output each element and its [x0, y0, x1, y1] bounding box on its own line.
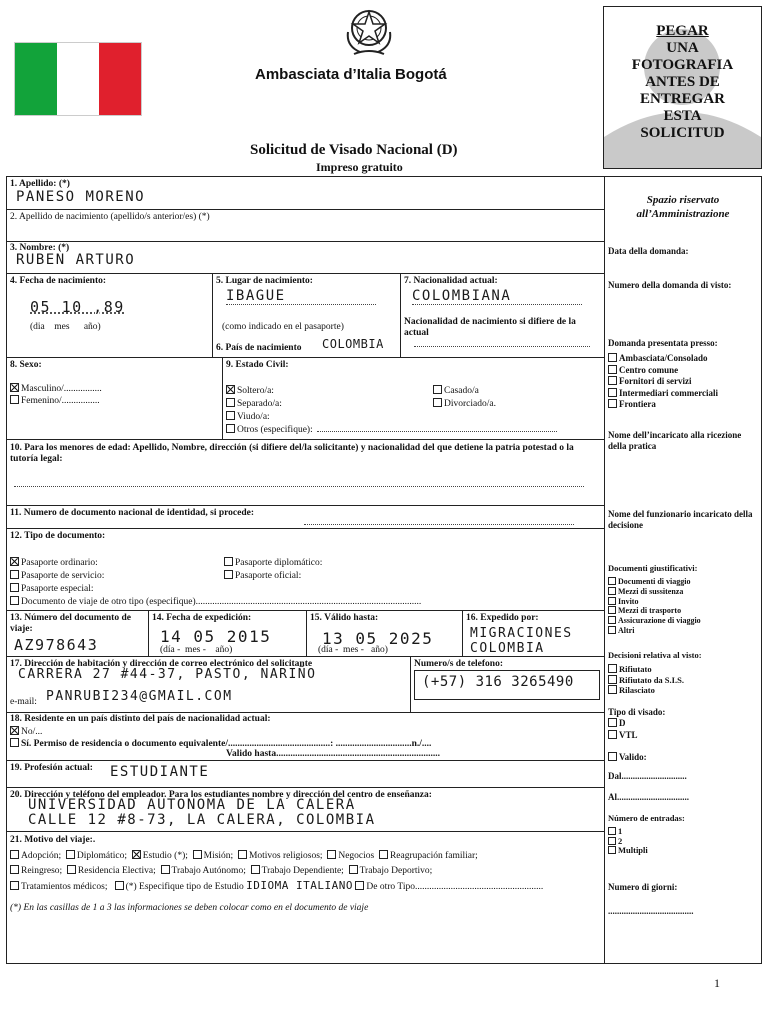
special-passport-checkbox[interactable]	[10, 583, 19, 592]
ordinary-passport-checkbox[interactable]	[10, 557, 19, 566]
purpose-adoption[interactable]: Adopción;	[10, 851, 61, 861]
profession-label: 19. Profesión actual:	[10, 763, 93, 773]
birth-place-value[interactable]: IBAGUE	[226, 288, 376, 305]
decision-issued[interactable]: Rilasciato	[608, 685, 684, 696]
valid-until-value[interactable]: 13 05 2025	[322, 629, 434, 648]
photo-note-2: UNA	[666, 40, 699, 56]
purpose-study-type[interactable]: (*) Especifique tipo de Estudio	[115, 882, 244, 892]
purpose-diplomatic[interactable]: Diplomático;	[66, 851, 127, 861]
purpose-business[interactable]: Negocios	[327, 851, 374, 861]
photo-note-3: FOTOGRAFIA	[631, 57, 734, 73]
birth-place-hint: (como indicado en el pasaporte)	[222, 322, 344, 332]
diplomatic-checkbox[interactable]	[66, 850, 75, 859]
male-checkbox[interactable]	[10, 383, 19, 392]
minors-label: 10. Para los menores de edad: Apellido, Nombre, dirección (si difiere del/la solicitante) y nacionalidad del que detiene la patria potestad o la tutoría legal:	[10, 443, 574, 464]
italian-emblem-icon	[340, 2, 398, 58]
photo-note-5: ENTREGAR	[639, 91, 725, 107]
issued-by-label: 16. Expedido por:	[466, 613, 539, 623]
diplomatic-passport-checkbox[interactable]	[224, 557, 233, 566]
elective-checkbox[interactable]	[67, 865, 76, 874]
birth-date-label: 4. Fecha de nacimiento:	[10, 276, 107, 286]
email-label: e-mail:	[10, 697, 37, 707]
submitted-at-label: Domanda presentata presso:	[608, 338, 718, 348]
issue-date-label: 14. Fecha de expedición:	[152, 613, 252, 623]
sport-checkbox[interactable]	[349, 865, 358, 874]
doc-transport[interactable]: Mezzi di trasporto	[608, 606, 701, 616]
valid-until-hint: (día - mes - año)	[318, 645, 388, 655]
valid-to: Al................................	[608, 792, 689, 802]
doc-other[interactable]: Altri	[608, 626, 701, 636]
visa-type-vtl[interactable]: VTL	[608, 730, 638, 742]
purpose-row-3	[10, 880, 543, 893]
phone-label: Numero/s de telefono:	[414, 659, 504, 669]
document-type-label: 12. Tipo de documento:	[10, 531, 106, 541]
doc-insurance[interactable]: Assicurazione di viaggio	[608, 616, 701, 626]
residence-no-option[interactable]: No/...	[10, 726, 42, 738]
address-label: 17. Dirección de habitación y dirección de correo electrónico del solicitante	[10, 659, 313, 669]
purpose-reentry[interactable]: Reingreso;	[10, 866, 62, 876]
civil-divorced-option[interactable]: Divorciado/a.	[433, 398, 496, 410]
birth-date-value[interactable]: 05 10 ,89	[30, 298, 125, 316]
purpose-elective[interactable]: Residencia Electiva;	[67, 866, 156, 876]
doc-service-option[interactable]: Pasaporte de servicio:	[10, 570, 104, 582]
residence-yes-checkbox[interactable]	[10, 738, 19, 747]
visa-type-options	[608, 718, 638, 741]
photo-note-6: ESTA	[663, 108, 702, 124]
visa-type-d[interactable]: D	[608, 718, 638, 730]
study-checkbox[interactable]	[132, 850, 141, 859]
issue-date-value[interactable]: 14 05 2015	[160, 627, 272, 646]
residence-valid-until: Valido hasta.....................................................................	[226, 749, 440, 759]
study-type-checkbox[interactable]	[115, 881, 124, 890]
option-intermediaries[interactable]: Intermediari commerciali	[608, 388, 718, 400]
decision-refused-sis[interactable]: Rifiutato da S.I.S.	[608, 675, 684, 686]
entries-2[interactable]: 2	[608, 837, 648, 847]
purpose-study[interactable]: Estudio (*);	[132, 851, 188, 861]
selfemployed-checkbox[interactable]	[161, 865, 170, 874]
days-label: Numero di giorni:	[608, 882, 678, 892]
purpose-row-1	[10, 850, 478, 862]
widowed-checkbox[interactable]	[226, 411, 235, 420]
sex-female-option[interactable]: Femenino/................	[10, 395, 100, 407]
italian-flag	[14, 42, 142, 116]
travel-doc-number-label: 13. Número del documento de viaje:	[10, 613, 131, 634]
id-number-line[interactable]	[304, 518, 574, 525]
religious-checkbox[interactable]	[238, 850, 247, 859]
entries-label: Número de entradas:	[608, 813, 685, 823]
form-subtitle: Impreso gratuito	[316, 160, 403, 174]
residence-no-checkbox[interactable]	[10, 726, 19, 735]
purpose-sport[interactable]: Trabajo Deportivo;	[349, 866, 433, 876]
sex-male-option[interactable]: Masculino/................	[10, 383, 102, 395]
civil-widowed-option[interactable]: Viudo/a:	[226, 411, 270, 423]
employer-line-1[interactable]: UNIVERSIDAD AUTONOMA DE LA CALERA	[28, 797, 356, 813]
study-type-value[interactable]: IDIOMA ITALIANO	[246, 879, 354, 892]
nationality-label: 7. Nacionalidad actual:	[404, 276, 498, 286]
civil-other-option[interactable]: Otros (especifique):	[226, 424, 557, 436]
id-number-label: 11. Numero de documento nacional de identidad, si procede:	[10, 508, 255, 518]
nationality-value[interactable]: COLOMBIANA	[412, 288, 582, 305]
birth-place-label: 5. Lugar de nacimiento:	[216, 276, 313, 286]
employer-line-2[interactable]: CALLE 12 #8-73, LA CALERA, COLOMBIA	[28, 812, 376, 828]
valid-until-label: 15. Válido hasta:	[310, 613, 379, 623]
profession-value[interactable]: ESTUDIANTE	[110, 764, 210, 780]
name-value[interactable]: RUBEN ARTURO	[16, 252, 136, 268]
official-passport-checkbox[interactable]	[224, 570, 233, 579]
employer-label: 20. Dirección y teléfono del empleador. Para los estudiantes nombre y dirección del centro de enseñanza:	[10, 790, 432, 800]
female-checkbox[interactable]	[10, 395, 19, 404]
form-title: Solicitud de Visado Nacional (D)	[250, 142, 458, 158]
doc-other-option[interactable]: Documento de viaje de otro tipo (especifique)...............................................................................................	[10, 596, 421, 608]
civil-status-label: 9. Estado Civil:	[226, 360, 289, 370]
residence-yes-option[interactable]: Sí. Permiso de residencia o documento equivalente/...........................................: ................................n./....	[10, 738, 431, 750]
days-line: ......................................	[608, 906, 694, 916]
purpose-religious[interactable]: Motivos religiosos;	[238, 851, 323, 861]
supporting-docs-options	[608, 577, 701, 636]
surname-label: 1. Apellido: (*)	[10, 179, 70, 189]
entries-multiple[interactable]: Multipli	[608, 846, 648, 856]
email-value[interactable]: PANRUBI234@GMAIL.COM	[46, 689, 233, 704]
application-number-label: Numero della domanda di visto:	[608, 280, 732, 290]
doc-special-option[interactable]: Pasaporte especial:	[10, 583, 94, 595]
visa-decision-options	[608, 664, 684, 696]
purpose-employed[interactable]: Trabajo Dependiente;	[251, 866, 344, 876]
receiver-name-label: Nome dell’incaricato alla ricezione della pratica	[608, 430, 742, 451]
photo-box	[603, 6, 762, 169]
business-checkbox[interactable]	[327, 850, 336, 859]
civil-single-option[interactable]: Soltero/a:	[226, 385, 274, 397]
reentry-checkbox[interactable]	[10, 865, 19, 874]
residence-label: 18. Residente en un país distinto del país de nacionalidad actual:	[10, 714, 271, 724]
service-passport-checkbox[interactable]	[10, 570, 19, 579]
other-document-checkbox[interactable]	[10, 596, 19, 605]
submitted-at-options	[608, 353, 718, 411]
doc-ordinary-option[interactable]: Pasaporte ordinario:	[10, 557, 98, 569]
sex-label: 8. Sexo:	[10, 360, 42, 370]
travel-doc-number-value[interactable]: AZ978643	[14, 636, 99, 654]
decision-refused[interactable]: Rifiutato	[608, 664, 684, 675]
purpose-family[interactable]: Reagrupación familiar;	[379, 851, 478, 861]
issue-date-hint: (día - mes - año)	[160, 645, 233, 655]
purpose-selfemployed[interactable]: Trabajo Autónomo;	[161, 866, 246, 876]
birth-date-hint: (dia mes año)	[30, 322, 101, 332]
footnote: (*) En las casillas de 1 a 3 las informaciones se deben colocar como en el documento de viaje	[10, 903, 369, 913]
doc-invitation[interactable]: Invito	[608, 597, 701, 607]
family-checkbox[interactable]	[379, 850, 388, 859]
civil-separated-option[interactable]: Separado/a:	[226, 398, 282, 410]
admin-sidebar-title: Spazio riservato all’Amministrazione	[636, 194, 730, 220]
birth-nationality-line[interactable]	[414, 340, 590, 347]
valid-option[interactable]: Valido:	[608, 752, 647, 763]
doc-diplomatic-option[interactable]: Pasaporte diplomático:	[224, 557, 322, 569]
other-status-checkbox[interactable]	[226, 424, 235, 433]
page-number: 1	[714, 976, 720, 990]
employed-checkbox[interactable]	[251, 865, 260, 874]
photo-note-4: ANTES DE	[645, 74, 720, 90]
minors-line[interactable]	[14, 480, 584, 487]
travel-purpose-label: 21. Motivo del viaje:.	[10, 835, 96, 845]
application-date-label: Data della domanda:	[608, 246, 689, 256]
divorced-checkbox[interactable]	[433, 398, 442, 407]
visa-type-label: Tipo di visado:	[608, 707, 666, 717]
surname-value[interactable]: PANESO MORENO	[16, 189, 146, 205]
valid-from: Dal.............................	[608, 771, 687, 781]
civil-married-option[interactable]: Casado/a	[433, 385, 479, 397]
purpose-medical[interactable]: Tratamientos médicos;	[10, 882, 107, 892]
doc-travel[interactable]: Documenti di viaggio	[608, 577, 701, 587]
embassy-name: Ambasciata d’Italia Bogotá	[255, 66, 447, 83]
birth-nationality-label: Nacionalidad de nacimiento si difiere de la actual	[404, 317, 576, 338]
option-common-center[interactable]: Centro comune	[608, 365, 718, 377]
photo-note-1: PEGAR	[656, 23, 709, 39]
doc-means[interactable]: Mezzi di sussitenza	[608, 587, 701, 597]
doc-official-option[interactable]: Pasaporte oficial:	[224, 570, 301, 582]
option-service-providers[interactable]: Fornitori di servizi	[608, 376, 718, 388]
birth-country-label: 6. País de nacimiento	[216, 343, 302, 353]
purpose-mission[interactable]: Misión;	[193, 851, 234, 861]
medical-checkbox[interactable]	[10, 881, 19, 890]
phone-value[interactable]: (+57) 316 3265490	[422, 674, 574, 690]
issued-by-value[interactable]: MIGRACIONES COLOMBIA	[470, 626, 573, 656]
birth-country-value[interactable]: COLOMBIA	[322, 337, 384, 351]
supporting-docs-label: Documenti giustificativi:	[608, 563, 698, 573]
other-purpose-checkbox[interactable]	[355, 881, 364, 890]
official-name-label: Nome del funzionario incaricato della decisione	[608, 509, 753, 530]
name-label: 3. Nombre: (*)	[10, 243, 70, 253]
entries-options	[608, 827, 648, 856]
visa-decision-label: Decisioni relativa al visto:	[608, 650, 702, 660]
separated-checkbox[interactable]	[226, 398, 235, 407]
entries-1[interactable]: 1	[608, 827, 648, 837]
photo-note-7: SOLICITUD	[640, 125, 725, 141]
option-embassy[interactable]: Ambasciata/Consolado	[608, 353, 718, 365]
address-value[interactable]: CARRERA 27 #44-37, PASTO, NARIÑO	[18, 667, 317, 682]
option-border[interactable]: Frontiera	[608, 399, 718, 411]
purpose-row-2	[10, 865, 432, 877]
adoption-checkbox[interactable]	[10, 850, 19, 859]
mission-checkbox[interactable]	[193, 850, 202, 859]
married-checkbox[interactable]	[433, 385, 442, 394]
single-checkbox[interactable]	[226, 385, 235, 394]
purpose-other[interactable]: De otro Tipo......................................................	[355, 882, 543, 892]
birth-surname-label: 2. Apellido de nacimiento (apellido/s anterior/es) (*)	[10, 212, 210, 222]
